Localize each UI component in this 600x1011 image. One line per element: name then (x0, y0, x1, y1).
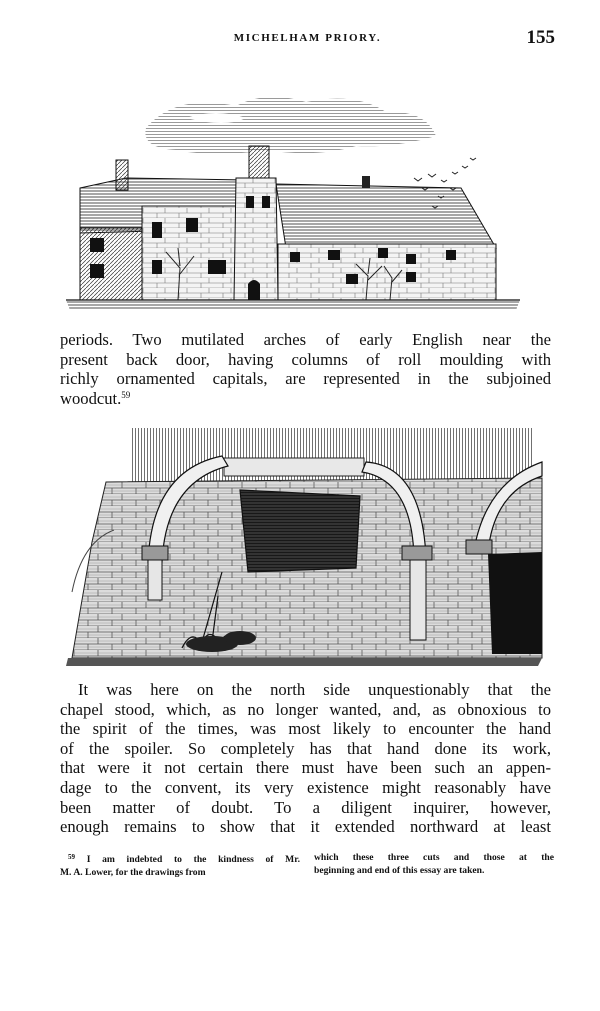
paragraph-1 (60, 330, 551, 408)
paragraph-2 (60, 680, 551, 837)
footnote-reference: 59 (121, 389, 131, 400)
text-line-last (60, 389, 551, 409)
footnote-line: which these three cuts and those at the (314, 852, 554, 863)
footnote-line (60, 851, 300, 866)
footnote-text: I am indebted to the kindness of Mr. (86, 854, 300, 865)
footnote-line: beginning and end of this essay are taken. (314, 865, 485, 876)
running-title: MICHELHAM PRIORY. (233, 32, 382, 44)
footnote-line: M. A. Lower, for the drawings from (60, 867, 206, 878)
text-line: been matter of doubt. To a diligent inquirer, however, (60, 797, 551, 817)
running-head (60, 27, 555, 52)
text-line: enough remains to show that it extended northward at least (60, 817, 551, 837)
text-fragment: woodcut. (60, 388, 122, 408)
text-line: the spirit of the times, was most likely to encounter the hand (60, 719, 551, 739)
text-line: that were it not certain there must have been such an appen- (60, 758, 551, 778)
text-line: periods. Two mutilated arches of early English near the (60, 330, 551, 349)
text-line: present back door, having columns of roll moulding with (60, 349, 551, 369)
arches-woodcut-icon (62, 422, 544, 666)
footnote-left-column (60, 851, 300, 879)
page-number: 155 (526, 27, 555, 48)
priory-exterior-woodcut-icon (66, 88, 520, 318)
footnote-marker: 59 (68, 853, 75, 861)
text-line: richly ornamented capitals, are represented in the subjoined (60, 369, 551, 389)
footnote-right-column (314, 851, 554, 877)
text-line: of the spoiler. So completely has that hand done its work, (60, 738, 551, 758)
text-line: It was here on the north side unquestionably that the (78, 680, 551, 699)
text-line: chapel stood, which, as no longer wanted, and, as obnoxious to (60, 699, 551, 719)
text-line: dage to the convent, its very existence might reasonably have (60, 777, 551, 797)
